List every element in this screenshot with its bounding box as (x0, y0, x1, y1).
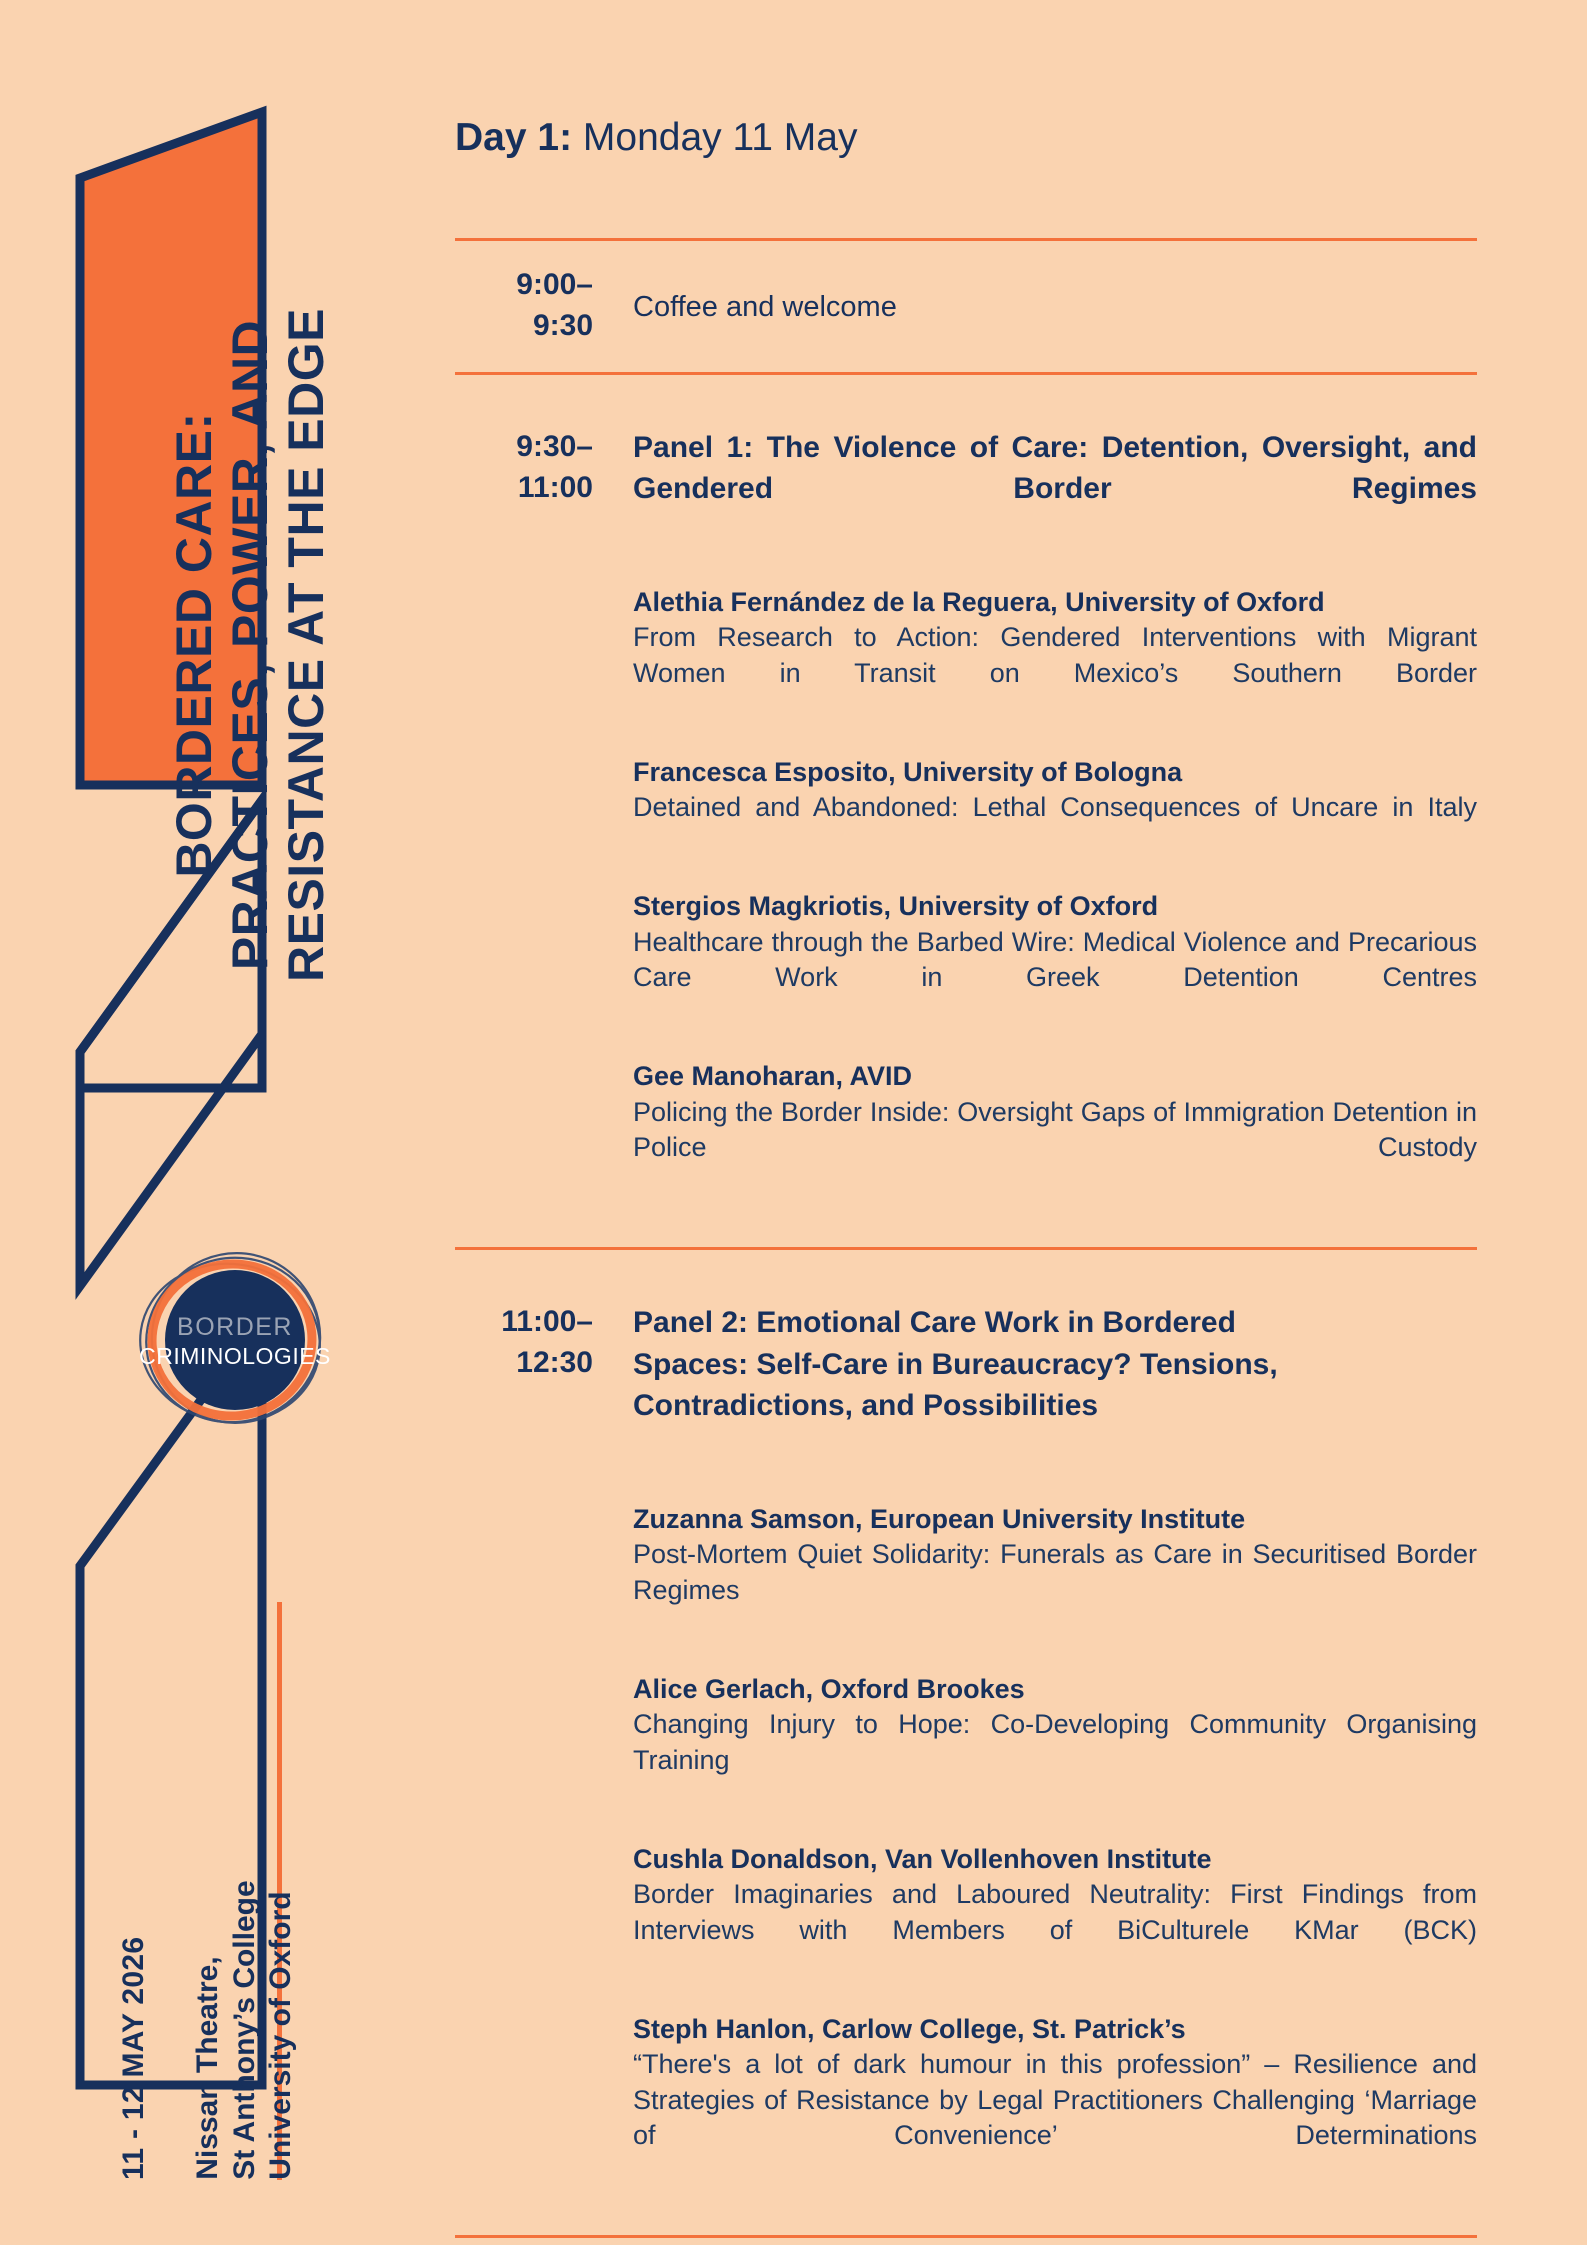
talk-speaker: Steph Hanlon, Carlow College, St. Patrick’s (633, 2013, 1186, 2044)
talk-entry (633, 585, 1477, 727)
session-time (455, 265, 633, 346)
logo-text-border: BORDER (177, 1313, 293, 1341)
talk-title: Border Imaginaries and Laboured Neutrality: First Findings from Interviews with Members of BiCulturele KMar (BCK) (633, 1879, 1477, 1945)
poster-title-line-3: RESISTANCE AT THE EDGE (278, 307, 335, 983)
talk-entry (633, 1502, 1477, 1644)
venue-line-2: St Anthony’s College (227, 1880, 261, 2180)
talk-title: Detained and Abandoned: Lethal Consequences of Uncare in Italy (633, 792, 1477, 823)
session-time (455, 427, 633, 508)
talk-entry (633, 755, 1477, 861)
session-label: Coffee and welcome (633, 291, 897, 323)
schedule-rule-3 (455, 2235, 1477, 2238)
session-time-line: 9:30– (516, 430, 593, 463)
venue-line-3: University of Oxford (264, 1891, 298, 2180)
talk-entry (633, 1059, 1477, 1201)
session-time-line: 11:00 (517, 470, 593, 504)
poster-sidebar (0, 0, 430, 2245)
talk-speaker: Alethia Fernández de la Reguera, University of Oxford (633, 587, 1325, 618)
talk-entry (633, 2012, 1477, 2190)
poster-dates: 11 - 12 MAY 2026 (117, 1936, 150, 2180)
schedule-table (455, 238, 1477, 2238)
session-content (633, 1302, 1477, 2189)
talk-title: Healthcare through the Barbed Wire: Medical Violence and Precarious Care Work in Greek Detention Centres (633, 926, 1477, 993)
talk-entry (633, 889, 1477, 1031)
day-label: Day 1: (455, 116, 573, 159)
session-content (633, 265, 1477, 327)
talk-speaker: Francesca Esposito, University of Bologna (633, 757, 1183, 788)
border-criminologies-logo (130, 1240, 340, 1440)
poster-venue (190, 1881, 300, 2180)
talk-entry (633, 1672, 1477, 1814)
talk-entry (633, 1842, 1477, 1984)
venue-line-1: Nissan Theatre, (191, 1956, 225, 2180)
session-time-line: 9:00– (516, 268, 593, 301)
logo-text-criminologies: CRIMINOLOGIES (139, 1343, 331, 1369)
talk-speaker: Zuzanna Samson, European University Institute (633, 1503, 1246, 1534)
talk-title: “There's a lot of dark humour in this profession” – Resilience and Strategies of Resistance by Legal Practitioners Challenging ‘Marriage of Convenience’ Determinations (633, 2048, 1477, 2151)
logo-band-shape (80, 800, 262, 1286)
panel-row (455, 375, 1477, 1247)
poster-title-line-2: PRACTICES, POWER, AND (222, 319, 279, 971)
panel-row (455, 1250, 1477, 2235)
talk-title: Changing Injury to Hope: Co-Developing Community Organising Training (633, 1709, 1477, 1775)
panel-title: Panel 1: The Violence of Care: Detention, Oversight, and Gendered Border Regimes (633, 431, 1477, 506)
session-time (455, 1302, 633, 1383)
schedule-column (455, 0, 1535, 2245)
day-date: Monday 11 May (572, 116, 858, 159)
poster-title-line-1: BORDERED CARE: (166, 412, 223, 878)
session-content (633, 427, 1477, 1201)
talk-speaker: Cushla Donaldson, Van Vollenhoven Institute (633, 1843, 1212, 1874)
poster-details (95, 1560, 395, 2190)
talk-title: Policing the Border Inside: Oversight Gaps of Immigration Detention in Police Custody (633, 1096, 1477, 1163)
session-row (455, 241, 1477, 372)
talk-title: Post-Mortem Quiet Solidarity: Funerals as Care in Securitised Border Regimes (633, 1539, 1477, 1605)
session-time-line: 9:30 (532, 308, 593, 342)
talk-speaker: Gee Manoharan, AVID (633, 1061, 913, 1092)
logo-chevron-fill (80, 800, 262, 1288)
talk-speaker: Alice Gerlach, Oxford Brookes (633, 1673, 1025, 1704)
session-time-line: 11:00– (501, 1305, 593, 1339)
session-time-line: 12:30 (516, 1345, 593, 1379)
talk-speaker: Stergios Magkriotis, University of Oxford (633, 891, 1159, 922)
panel-title: Panel 2: Emotional Care Work in Bordered Spaces: Self-Care in Bureaucracy? Tensions, Contradictions, and Possibilities (633, 1306, 1278, 1423)
talk-title: From Research to Action: Gendered Interventions with Migrant Women in Transit on Mexico’s Southern Border (633, 622, 1477, 688)
logo-svg (130, 1240, 340, 1440)
title-banner-shape (80, 112, 262, 785)
day-header (455, 118, 857, 157)
